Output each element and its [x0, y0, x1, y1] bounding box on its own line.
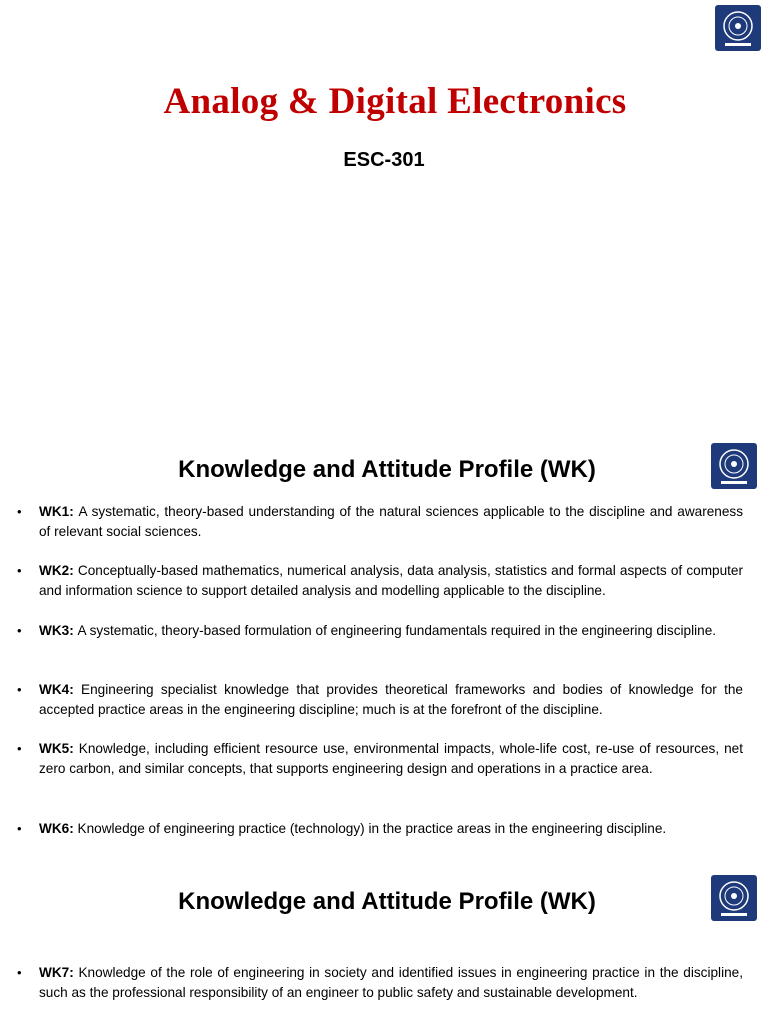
section-heading: Knowledge and Attitude Profile (WK): [178, 888, 596, 915]
course-title: Analog & Digital Electronics: [163, 81, 627, 122]
list-item: [17, 621, 743, 641]
list-item: [17, 739, 744, 778]
list-item: [17, 963, 743, 1002]
bullet-icon: •: [17, 563, 22, 578]
section-heading: Knowledge and Attitude Profile (WK): [178, 456, 596, 483]
wk-code: WK2:: [39, 563, 78, 578]
wk-text: Conceptually-based mathematics, numerical analysis, data analysis, statistics and formal aspects of computer and information science to support detailed analysis and modelling applicable to the discipline.: [39, 563, 744, 598]
wk-text: Engineering specialist knowledge that provides theoretical frameworks and bodies of knowledge for the accepted practice areas in the engineering discipline; much is at the forefront of the discipline.: [39, 682, 743, 717]
wk-text: A systematic, theory-based formulation of engineering fundamentals required in the engineering discipline.: [77, 623, 717, 638]
bullet-icon: •: [17, 821, 22, 836]
slide-1: [0, 0, 768, 430]
bullet-icon: •: [17, 504, 22, 519]
wk-text: Knowledge of the role of engineering in society and identified issues in engineering practice in the discipline, such as the professional responsibility of an engineer to public safety and sustainable development.: [39, 965, 743, 1000]
wk-code: WK6:: [39, 821, 78, 836]
wk-code: WK7:: [39, 965, 79, 980]
wk-text: Knowledge, including efficient resource use, environmental impacts, whole-life cost, re-use of resources, net zero carbon, and similar concepts, that supports engineering design and operations in a practice area.: [39, 741, 744, 776]
wk-code: WK4:: [39, 682, 82, 697]
wk-code: WK5:: [39, 741, 79, 756]
wk-text: A systematic, theory-based understanding of the natural sciences applicable to the discipline and awareness of relevant social sciences.: [39, 504, 743, 539]
bullet-icon: •: [17, 741, 22, 756]
bullet-icon: •: [17, 623, 22, 638]
list-item: [17, 819, 743, 839]
course-code: ESC-301: [343, 149, 425, 171]
list-item: [17, 502, 743, 541]
slide-2: [0, 440, 768, 860]
wk-code: WK3:: [39, 623, 78, 638]
institute-emblem-icon: [715, 5, 761, 51]
bullet-icon: •: [17, 965, 22, 980]
wk-text: Knowledge of engineering practice (technology) in the practice areas in the engineering discipline.: [77, 821, 667, 836]
bullet-icon: •: [17, 682, 22, 697]
list-item: [17, 680, 743, 719]
wk-code: WK1:: [39, 504, 79, 519]
list-item: [17, 561, 744, 600]
slide-3: [0, 870, 768, 1024]
